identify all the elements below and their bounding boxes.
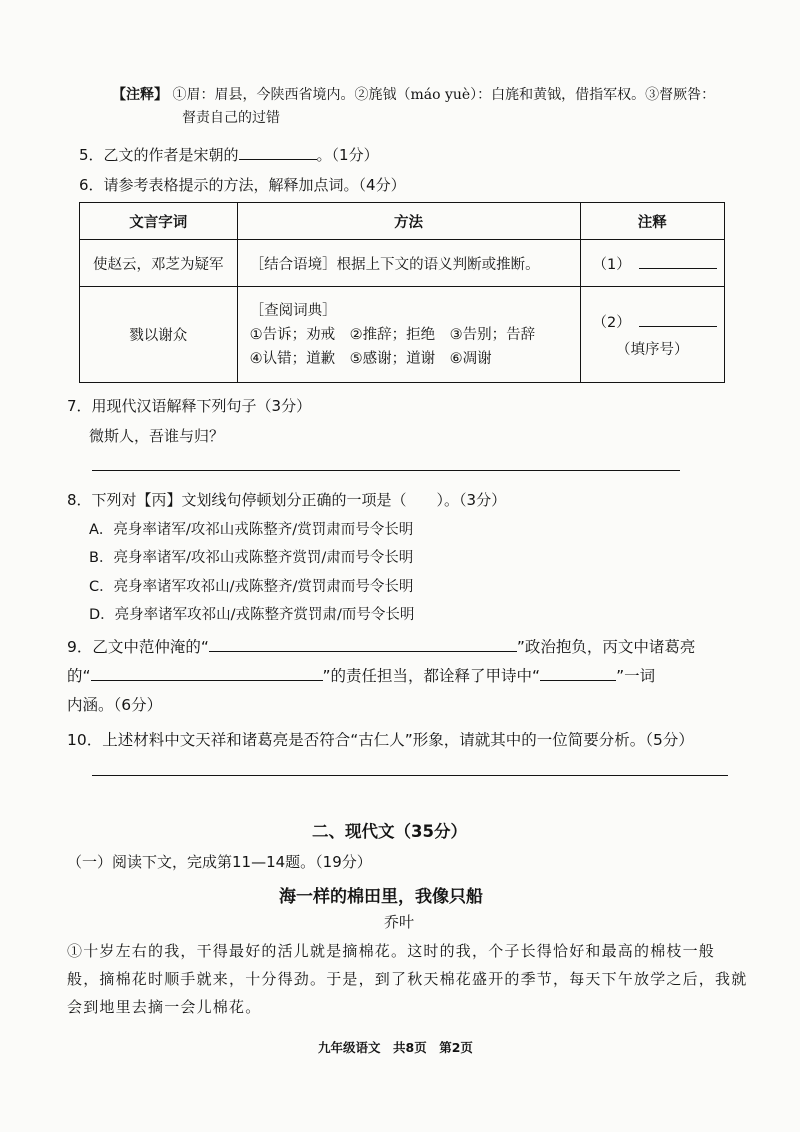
question-9-text-a: 9．乙文中范仲淹的“ xyxy=(67,638,209,656)
article-line-3: 会到地里去摘一会儿棉花。 xyxy=(67,998,262,1016)
row2-answer-blank[interactable] xyxy=(639,314,717,327)
question-10: 10．上述材料中文天祥和诸葛亮是否符合“古仁人”形象，请就其中的一位简要分析。（5分） xyxy=(67,731,694,749)
table-header-row xyxy=(80,203,725,240)
row2-method xyxy=(237,287,580,383)
annotation-text: ①眉：眉县，今陕西省境内。②旄钺（máo yuè）：白旄和黄钺，借指军权。③督厥咎： xyxy=(172,87,716,103)
article-author: 乔叶 xyxy=(384,913,415,931)
row2-method-line1: ①告诉；劝戒 ②推辞；拒绝 ③告别；告辞 xyxy=(249,326,536,343)
answer-blank[interactable] xyxy=(209,637,517,652)
option-a[interactable]: A．亮身率诸军/攻祁山戎陈整齐/赏罚肃而号令长明 xyxy=(89,522,414,538)
header-word: 文言字词 xyxy=(80,203,238,240)
option-d[interactable]: D．亮身率诸军攻祁山/戎陈整齐赏罚肃/而号令长明 xyxy=(89,607,415,623)
page-footer: 九年级语文 共8页 第2页 xyxy=(318,1040,473,1055)
row2-hint: （填序号） xyxy=(616,341,689,358)
row1-method: ［结合语境］根据上下文的语义判断或推断。 xyxy=(237,240,580,287)
question-9-text-c: 的“ xyxy=(67,667,91,685)
answer-line[interactable] xyxy=(92,775,728,776)
question-7: 7．用现代汉语解释下列句子（3分） xyxy=(67,397,312,415)
answer-line[interactable] xyxy=(92,470,680,471)
row2-answer-cell xyxy=(580,287,724,383)
row2-slot-label: （2） xyxy=(592,314,631,331)
row2-word: 戮以谢众 xyxy=(80,287,238,383)
answer-blank[interactable] xyxy=(91,666,323,681)
row1-word: 使赵云，邓芝为疑军 xyxy=(80,240,238,287)
option-c[interactable]: C．亮身率诸军攻祁山/戎陈整齐/赏罚肃而号令长明 xyxy=(89,579,414,595)
question-7-sentence: 微斯人，吾谁与归？ xyxy=(89,427,225,445)
question-5-score: 。（1分） xyxy=(316,146,379,164)
row1-answer-blank[interactable] xyxy=(639,256,717,269)
part-instruction: （一）阅读下文，完成第11—14题。（19分） xyxy=(67,853,372,871)
table-row xyxy=(80,240,725,287)
row2-method-title: ［查阅词典］ xyxy=(249,302,337,319)
row1-answer-cell xyxy=(580,240,724,287)
annotation-label: 【注释】 xyxy=(112,87,168,103)
answer-blank[interactable] xyxy=(540,666,616,681)
question-5-text: 5．乙文的作者是宋朝的 xyxy=(79,146,239,164)
word-explanation-table xyxy=(79,202,725,383)
question-9-text-b: ”政治抱负，丙文中诸葛亮 xyxy=(516,638,696,656)
question-6: 6．请参考表格提示的方法，解释加点词。（4分） xyxy=(79,176,406,194)
header-method: 方法 xyxy=(237,203,580,240)
article-line-2: 般，摘棉花时顺手就来，十分得劲。于是，到了秋天棉花盛开的季节，每天下午放学之后，我就 xyxy=(67,970,748,988)
question-9-text-d: ”的责任担当，都诠释了甲诗中“ xyxy=(322,667,541,685)
section-title: 二、现代文（35分） xyxy=(312,822,467,841)
header-note: 注释 xyxy=(580,203,724,240)
article-title: 海一样的棉田里，我像只船 xyxy=(279,887,483,907)
question-8: 8．下列对【丙】文划线句停顿划分正确的一项是（ ）。（3分） xyxy=(67,491,507,509)
question-9-line-2 xyxy=(67,664,655,686)
question-9-line-1 xyxy=(67,635,695,657)
answer-blank[interactable] xyxy=(239,145,317,160)
annotation-line-2: 督责自己的过错 xyxy=(182,110,280,126)
row1-slot-label: （1） xyxy=(592,256,631,273)
row2-method-line2: ④认错；道歉 ⑤感谢；道谢 ⑥凋谢 xyxy=(249,350,492,367)
option-b[interactable]: B．亮身率诸军/攻祁山戎陈整齐赏罚/肃而号令长明 xyxy=(89,550,414,566)
question-5 xyxy=(79,144,379,165)
question-9-text-e: ”一词 xyxy=(616,667,656,685)
table-row xyxy=(80,287,725,383)
question-9-line-3: 内涵。（6分） xyxy=(67,696,163,714)
annotation-line-1 xyxy=(112,84,715,104)
article-line-1: ①十岁左右的我，干得最好的活儿就是摘棉花。这时的我，个子长得恰好和最高的棉枝一般 xyxy=(67,942,716,960)
